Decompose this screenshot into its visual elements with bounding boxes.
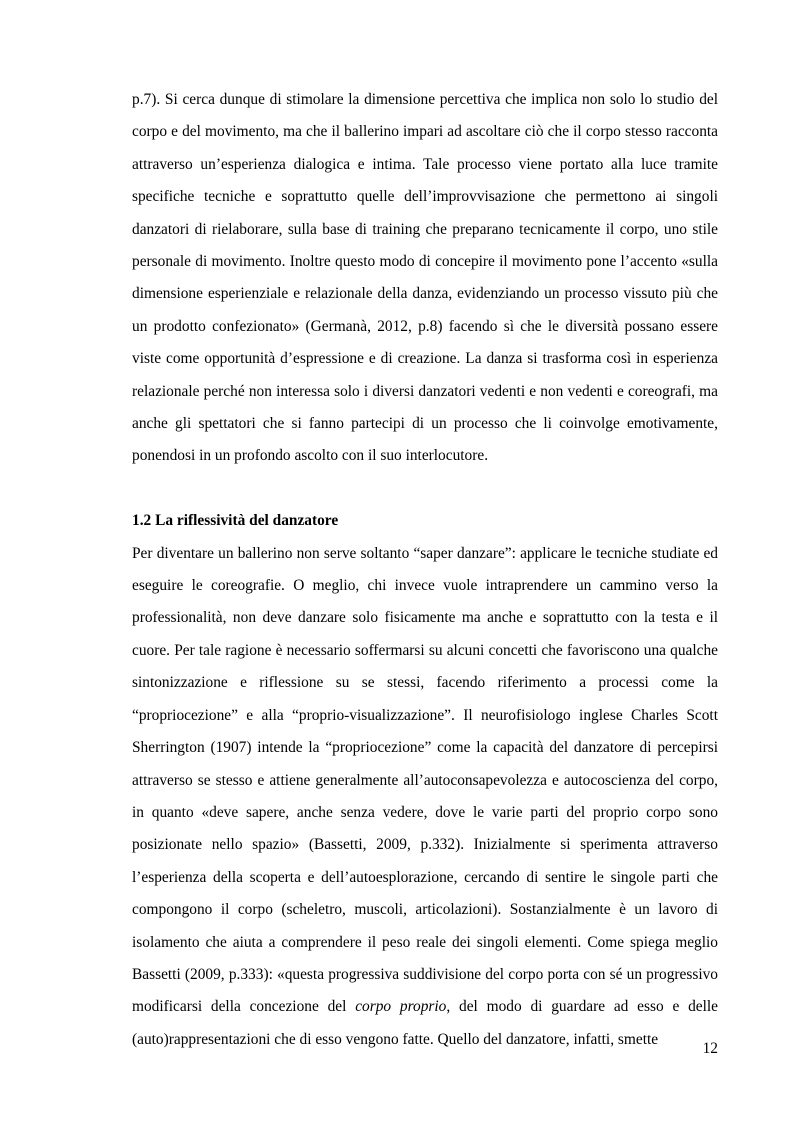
paragraph-2-text-after-italic: , del modo di guardare ad esso e delle (auto)rappresentazioni che di esso vengono fatte. Quello del danzatore, infatti, smette	[132, 998, 719, 1048]
section-heading: 1.2 La riflessività del danzatore	[132, 512, 339, 530]
page-number: 12	[702, 1040, 718, 1057]
body-text	[132, 84, 718, 1056]
paragraph-1: p.7). Si cerca dunque di stimolare la dimensione percettiva che implica non solo lo studio del corpo e del movimento, ma che il ballerino impari ad ascoltare ciò che il corpo stesso racconta attraverso un’esperienza dialogica e intima. Tale processo viene portato alla luce tramite specifiche tecniche e soprattutto quelle dell’improvvisazione che permettono ai singoli danzatori di rielaborare, sulla base di training che preparano tecnicamente il corpo, uno stile personale di movimento. Inoltre questo modo di concepire il movimento pone l’accento «sulla dimensione esperienziale e relazionale della danza, evidenziando un processo vissuto più che un prodotto confezionato» (Germanà, 2012, p.8) facendo sì che le diversità possano essere viste come opportunità d’espressione e di creazione. La danza si trasforma così in esperienza relazionale perché non interessa solo i diversi danzatori vedenti e non vedenti e coreografi, ma anche gli spettatori che si fanno partecipi di un processo che li coinvolge emotivamente, ponendosi in un profondo ascolto con il suo interlocutore.	[132, 91, 718, 465]
paragraph-2-text-before-italic: Per diventare un ballerino non serve soltanto “saper danzare”: applicare le tecniche studiate ed eseguire le coreografie. O meglio, chi invece vuole intraprendere un cammino verso la professionalità, non deve danzare solo fisicamente ma anche e soprattutto con la testa e il cuore. Per tale ragione è necessario soffermarsi su alcuni concetti che favoriscono una qualche sintonizzazione e riflessione su se stessi, facendo riferimento a processi come la “propriocezione” e alla “proprio-visualizzazione”. Il neurofisiologo inglese Charles Scott Sherrington (1907) intende la “propriocezione” come la capacità del danzatore di percepirsi attraverso se stesso e attiene generalmente all’autoconsapevolezza e autocoscienza del corpo, in quanto «deve sapere, anche senza vedere, dove le varie parti del proprio corpo sono posizionate nello spazio» (Bassetti, 2009, p.332). Inizialmente si sperimenta attraverso l’esperienza della scoperta e dell’autoesplorazione, cercando di sentire le singole parti che compongono il corpo (scheletro, muscoli, articolazioni). Sostanzialmente è un lavoro di isolamento che aiuta a comprendere il peso reale dei singoli elementi. Come spiega meglio Bassetti (2009, p.333): «questa progressiva suddivisione del corpo porta con sé un progressivo modificarsi della concezione del	[132, 544, 718, 1016]
paragraph-2-italic-term: corpo proprio	[355, 998, 447, 1016]
paragraph-2	[132, 538, 718, 1057]
